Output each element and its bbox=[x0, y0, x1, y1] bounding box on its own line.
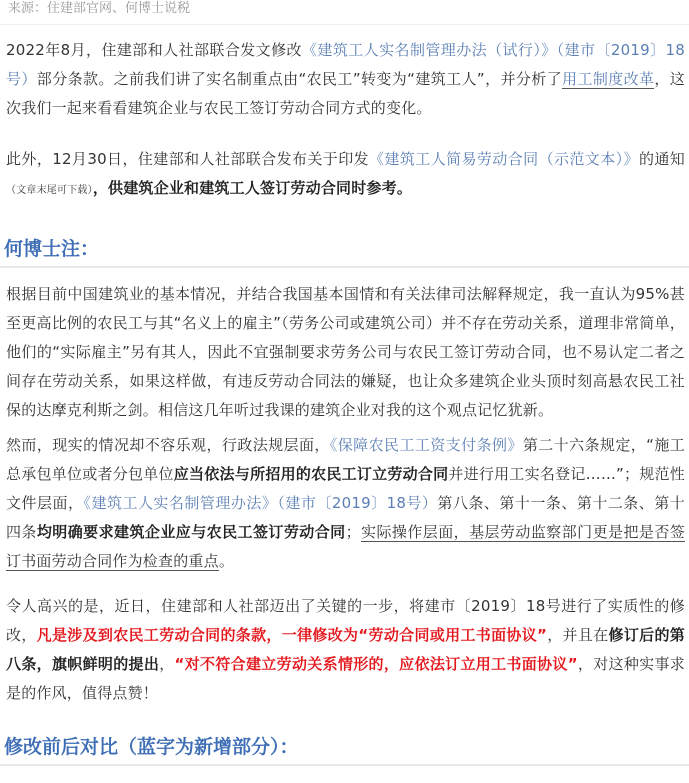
paragraph-reality: 然而，现实的情况却不容乐观，行政法规层面，《保障农民工工资支付条例》第二十六条规定，“施工总承包单位或者分包单位应当依法与所招用的农民工订立劳动合同并进行用工实名登记……”；规范性文件层面，《建筑工人实名制管理办法》（建市〔2019〕18号）第八条、第十一条、第十二条、第十四条均明确要求建筑企业应与农民工签订劳动合同；实际操作层面，基层劳动监察部门更是把是否签订书面劳动合同作为检查的重点。 bbox=[6, 436, 685, 570]
heading-underline bbox=[0, 266, 689, 268]
link-real-name-measures[interactable]: 《建筑工人实名制管理办法（试行）》（建市〔2019〕18号） bbox=[6, 41, 685, 88]
heading-comparison: 修改前后对比（蓝字为新增部分）： bbox=[4, 736, 299, 758]
paragraph-notice: 此外，12月30日，住建部和人社部联合发布关于印发《建筑工人简易劳动合同（示范文本）》的通知（文章末尾可下载），供建筑企业和建筑工人签订劳动合同时参考。 bbox=[6, 150, 685, 197]
source-line: 来源：住建部官网、何博士说税 bbox=[8, 1, 191, 16]
link-real-name-measures-2[interactable]: 《建筑工人实名制管理办法》（建市〔2019〕18号） bbox=[83, 494, 438, 512]
heading-underline-2 bbox=[0, 764, 689, 766]
highlight-contract-or-agreement: 凡是涉及到农民工劳动合同的条款，一律修改为“劳动合同或用工书面协议” bbox=[36, 626, 548, 644]
heading-note: 何博士注： bbox=[4, 238, 100, 260]
link-employment-reform[interactable]: 用工制度改革 bbox=[562, 70, 655, 88]
download-note: （文章末尾可下载） bbox=[6, 185, 93, 196]
highlight-written-agreement: “对不符合建立劳动关系情形的，应依法订立用工书面协议” bbox=[174, 655, 578, 673]
divider bbox=[0, 24, 689, 25]
paragraph-intro: 2022年8月，住建部和人社部联合发文修改《建筑工人实名制管理办法（试行）》（建市〔2019〕18号）部分条款。之前我们讲了实名制重点由“农民工”转变为“建筑工人”，并分析了用工制度改革，这次我们一起来看看建筑企业与农民工签订劳动合同方式的变化。 bbox=[6, 41, 685, 117]
link-wage-regulation[interactable]: 《保障农民工工资支付条例》 bbox=[329, 436, 523, 454]
underlined-inspection-focus: 实际操作层面，基层劳动监察部门更是把是否签订书面劳动合同作为检查的重点 bbox=[6, 523, 685, 570]
paragraph-revision: 令人高兴的是，近日，住建部和人社部迈出了关键的一步，将建市〔2019〕18号进行了实质性的修改，凡是涉及到农民工劳动合同的条款，一律修改为“劳动合同或用工书面协议”，并且在修订后的第八条，旗帜鲜明的提出，“对不符合建立劳动关系情形的，应依法订立用工书面协议”，对这种实事求是的作风，值得点赞！ bbox=[6, 597, 686, 702]
link-simple-contract-template[interactable]: 《建筑工人简易劳动合同（示范文本）》 bbox=[369, 150, 639, 168]
paragraph-opinion: 根据目前中国建筑业的基本情况，并结合我国基本国情和有关法律司法解释规定，我一直认为95%甚至更高比例的农民工与其“名义上的雇主”（劳务公司或建筑公司）并不存在劳动关系，道理非常简单，他们的“实际雇主”另有其人，因此不宜强制要求劳务公司与农民工签订劳动合同，也不易认定二者之间存在劳动关系，如果这样做，有违反劳动合同法的嫌疑，也让众多建筑企业头顶时刻高悬农民工社保的达摩克利斯之剑。相信这几年听过我课的建筑企业对我的这个观点记忆犹新。 bbox=[6, 285, 685, 419]
